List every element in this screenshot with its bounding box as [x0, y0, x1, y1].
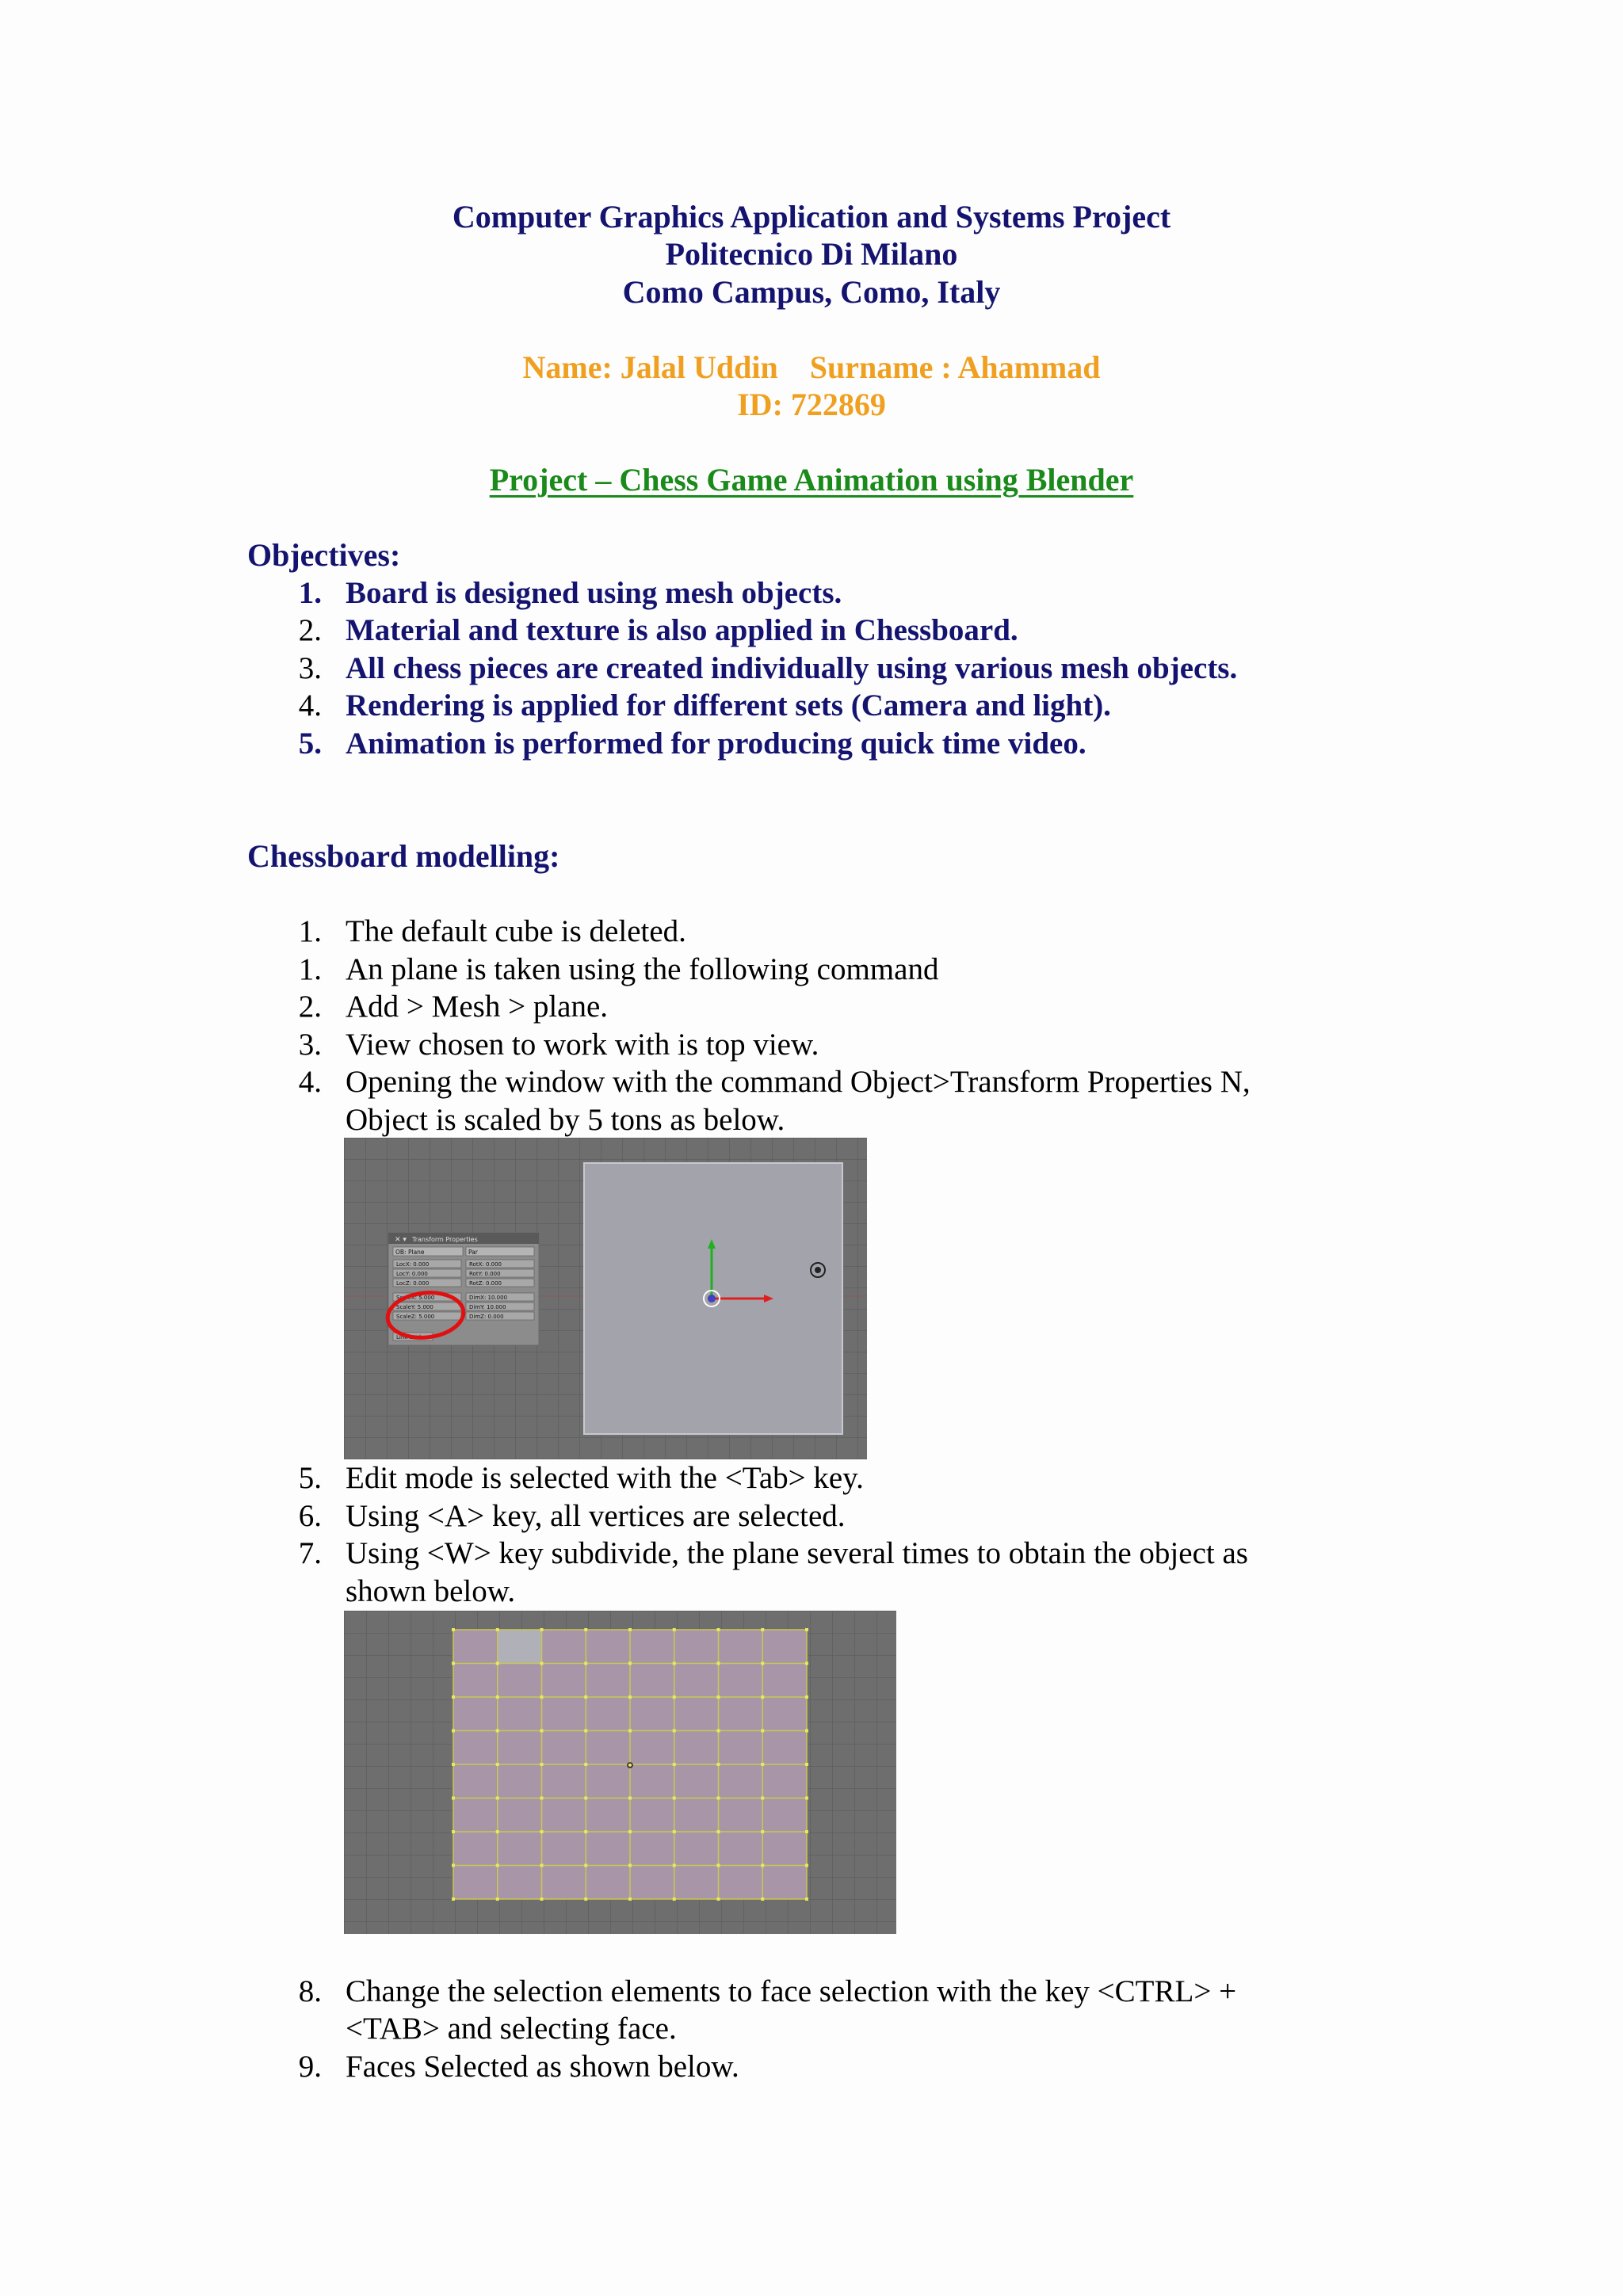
mesh-vertex: [540, 1830, 544, 1833]
mesh-vertex: [673, 1864, 676, 1867]
step-text: Object is scaled by 5 tons as below.: [346, 1103, 785, 1137]
transform-screenshot-image: [344, 1138, 867, 1459]
mesh-vertex: [805, 1797, 808, 1800]
mesh-vertex: [540, 1897, 544, 1901]
objective-num: 4.: [298, 688, 322, 723]
right-transform-field-text: RotX: 0.000: [469, 1261, 502, 1268]
left-transform-field-text: ScaleY: 5.000: [396, 1304, 433, 1310]
mesh-vertex: [673, 1662, 676, 1665]
mesh-vertex: [452, 1695, 455, 1699]
mesh-vertex: [540, 1730, 544, 1733]
mesh-vertex: [584, 1695, 587, 1699]
mesh-vertex: [540, 1695, 544, 1699]
mesh-vertex: [717, 1662, 720, 1665]
objective-text: All chess pieces are created individually using various mesh objects.: [346, 651, 1238, 685]
mesh-vertex: [805, 1830, 808, 1833]
mesh-vertex: [761, 1662, 764, 1665]
step-num: 1.: [298, 952, 322, 986]
mesh-vertex: [805, 1730, 808, 1733]
mesh-vertex: [717, 1830, 720, 1833]
mesh-vertex: [540, 1628, 544, 1631]
step-text: Opening the window with the command Object>Transform Properties N,: [346, 1065, 1251, 1099]
right-transform-field-text: DimY: 10.000: [469, 1304, 506, 1310]
mesh-vertex: [805, 1628, 808, 1631]
objectives-heading: Objectives:: [247, 537, 401, 573]
mesh-vertex: [628, 1797, 632, 1800]
mesh-vertex: [628, 1628, 632, 1631]
mesh-vertex: [584, 1763, 587, 1766]
mesh-vertex: [805, 1864, 808, 1867]
mesh-vertex: [628, 1830, 632, 1833]
mesh-vertex: [540, 1864, 544, 1867]
mesh-vertex: [584, 1864, 587, 1867]
mesh-vertex: [717, 1695, 720, 1699]
right-transform-field-text: DimZ: 0.000: [469, 1314, 504, 1320]
mesh-vertex: [761, 1763, 764, 1766]
mesh-vertex: [673, 1830, 676, 1833]
mesh-vertex: [673, 1730, 676, 1733]
mesh-vertex: [584, 1897, 587, 1901]
step-num: 5.: [298, 1461, 322, 1495]
selected-face: [498, 1630, 542, 1663]
mesh-vertex: [496, 1763, 499, 1766]
mesh-vertex: [496, 1628, 499, 1631]
mesh-vertex: [452, 1730, 455, 1733]
mesh-vertex: [628, 1897, 632, 1901]
step-text: Edit mode is selected with the <Tab> key.: [346, 1461, 864, 1495]
pivot-center: [708, 1295, 716, 1302]
left-transform-field-text: ScaleX: 5.000: [396, 1295, 435, 1301]
objective-text: Rendering is applied for different sets (Camera and light).: [346, 688, 1111, 723]
step-num: 2.: [298, 990, 322, 1024]
objective-num: 5.: [298, 727, 322, 761]
step-text: Using <W> key subdivide, the plane several times to obtain the object as: [346, 1536, 1248, 1570]
mesh-vertex: [628, 1864, 632, 1867]
mesh-vertex: [805, 1662, 808, 1665]
mesh-vertex: [452, 1628, 455, 1631]
mesh-vertex: [805, 1695, 808, 1699]
step-num: 9.: [298, 2050, 322, 2084]
step-text: shown below.: [346, 1574, 516, 1608]
mesh-vertex: [717, 1763, 720, 1766]
step-text: Add > Mesh > plane.: [346, 990, 609, 1024]
step-text: Faces Selected as shown below.: [346, 2050, 739, 2084]
mesh-vertex: [761, 1864, 764, 1867]
left-transform-field-text: LocZ: 0.000: [396, 1280, 430, 1287]
mesh-vertex: [717, 1628, 720, 1631]
mesh-vertex: [673, 1628, 676, 1631]
mesh-vertex: [717, 1797, 720, 1800]
subdivided-plane-screenshot: [344, 1611, 896, 1934]
mesh-vertex: [761, 1830, 764, 1833]
step-num: 8.: [298, 1974, 322, 2008]
mesh-vertex: [452, 1864, 455, 1867]
link-scale-text: Link Scale: [396, 1334, 425, 1341]
transform-properties-panel[interactable]: [388, 1233, 539, 1345]
modelling-heading: Chessboard modelling:: [247, 838, 560, 874]
mesh-vertex: [717, 1864, 720, 1867]
mesh-vertex: [452, 1763, 455, 1766]
mesh-vertex: [805, 1763, 808, 1766]
mesh-vertex: [761, 1797, 764, 1800]
mesh-vertex: [628, 1730, 632, 1733]
step-text: The default cube is deleted.: [346, 914, 686, 948]
step-num: 6.: [298, 1499, 322, 1533]
mesh-vertex: [584, 1730, 587, 1733]
step-text: View chosen to work with is top view.: [346, 1028, 819, 1062]
mesh-vertex: [452, 1897, 455, 1901]
step-text: <TAB> and selecting face.: [346, 2012, 677, 2046]
mesh-vertex: [584, 1797, 587, 1800]
mesh-vertex: [717, 1730, 720, 1733]
left-transform-field-text: LocY: 0.000: [396, 1271, 428, 1277]
mesh-vertex: [673, 1695, 676, 1699]
left-transform-field-text: ScaleZ: 5.000: [396, 1314, 435, 1320]
subdivided-screenshot-image: [344, 1611, 896, 1934]
mesh-vertex: [673, 1763, 676, 1766]
author-id-line: ID: 722869: [737, 387, 886, 422]
mesh-vertex: [673, 1897, 676, 1901]
mesh-vertex: [452, 1797, 455, 1800]
mesh-vertex: [761, 1695, 764, 1699]
author-name-line: Name: Jalal Uddin Surname : Ahammad: [522, 349, 1101, 385]
mesh-vertex: [496, 1897, 499, 1901]
objective-text: Material and texture is also applied in Chessboard.: [346, 613, 1018, 647]
mesh-vertex: [673, 1797, 676, 1800]
right-transform-field-text: RotZ: 0.000: [469, 1280, 502, 1287]
mesh-vertex: [584, 1628, 587, 1631]
step-num: 3.: [298, 1028, 322, 1062]
panel-title: ✕ ▾: [395, 1236, 407, 1244]
mesh-vertex: [540, 1662, 544, 1665]
mesh-vertex: [717, 1897, 720, 1901]
left-transform-field-text: LocX: 0.000: [396, 1261, 430, 1268]
mesh-vertex: [761, 1628, 764, 1631]
ob-field-text: OB: Plane: [395, 1249, 425, 1256]
project-title: Project – Chess Game Animation using Blender: [489, 462, 1134, 498]
step-text: Using <A> key, all vertices are selected.: [346, 1499, 846, 1533]
mesh-vertex: [761, 1897, 764, 1901]
doc-title-line2: Politecnico Di Milano: [665, 236, 958, 272]
mesh-vertex: [496, 1695, 499, 1699]
objective-num: 1.: [298, 576, 322, 610]
mesh-vertex: [584, 1662, 587, 1665]
mesh-vertex: [628, 1662, 632, 1665]
mesh-vertex: [452, 1830, 455, 1833]
mesh-vertex: [496, 1797, 499, 1800]
mesh-vertex: [496, 1730, 499, 1733]
blender-transform-screenshot: [344, 1138, 867, 1459]
doc-title-line1: Computer Graphics Application and Systems Project: [452, 199, 1171, 235]
mesh-vertex: [761, 1730, 764, 1733]
par-field-text: Par: [468, 1249, 478, 1256]
mesh-vertex: [496, 1662, 499, 1665]
mesh-vertex: [496, 1830, 499, 1833]
step-text: Change the selection elements to face selection with the key <CTRL> +: [346, 1974, 1237, 2008]
step-num: 1.: [298, 914, 322, 948]
mesh-vertex: [540, 1763, 544, 1766]
mesh-vertex: [628, 1695, 632, 1699]
right-transform-field-text: RotY: 0.000: [469, 1271, 501, 1277]
doc-title-line3: Como Campus, Como, Italy: [622, 274, 1001, 310]
step-num: 7.: [298, 1536, 322, 1570]
mesh-vertex: [584, 1830, 587, 1833]
mesh-vertex: [452, 1662, 455, 1665]
objective-num: 3.: [298, 651, 322, 685]
right-transform-field-text: DimX: 10.000: [469, 1295, 508, 1301]
panel-title-text: Transform Properties: [412, 1236, 478, 1243]
objective-text: Animation is performed for producing quick time video.: [346, 727, 1086, 761]
objective-text: Board is designed using mesh objects.: [346, 576, 842, 610]
mesh-vertex: [805, 1897, 808, 1901]
step-text: An plane is taken using the following command: [346, 952, 939, 986]
objective-num: 2.: [298, 613, 322, 647]
project-title-wrap: [0, 461, 1623, 499]
step-num: 4.: [298, 1065, 322, 1099]
mesh-vertex: [540, 1797, 544, 1800]
mesh-vertex: [496, 1864, 499, 1867]
